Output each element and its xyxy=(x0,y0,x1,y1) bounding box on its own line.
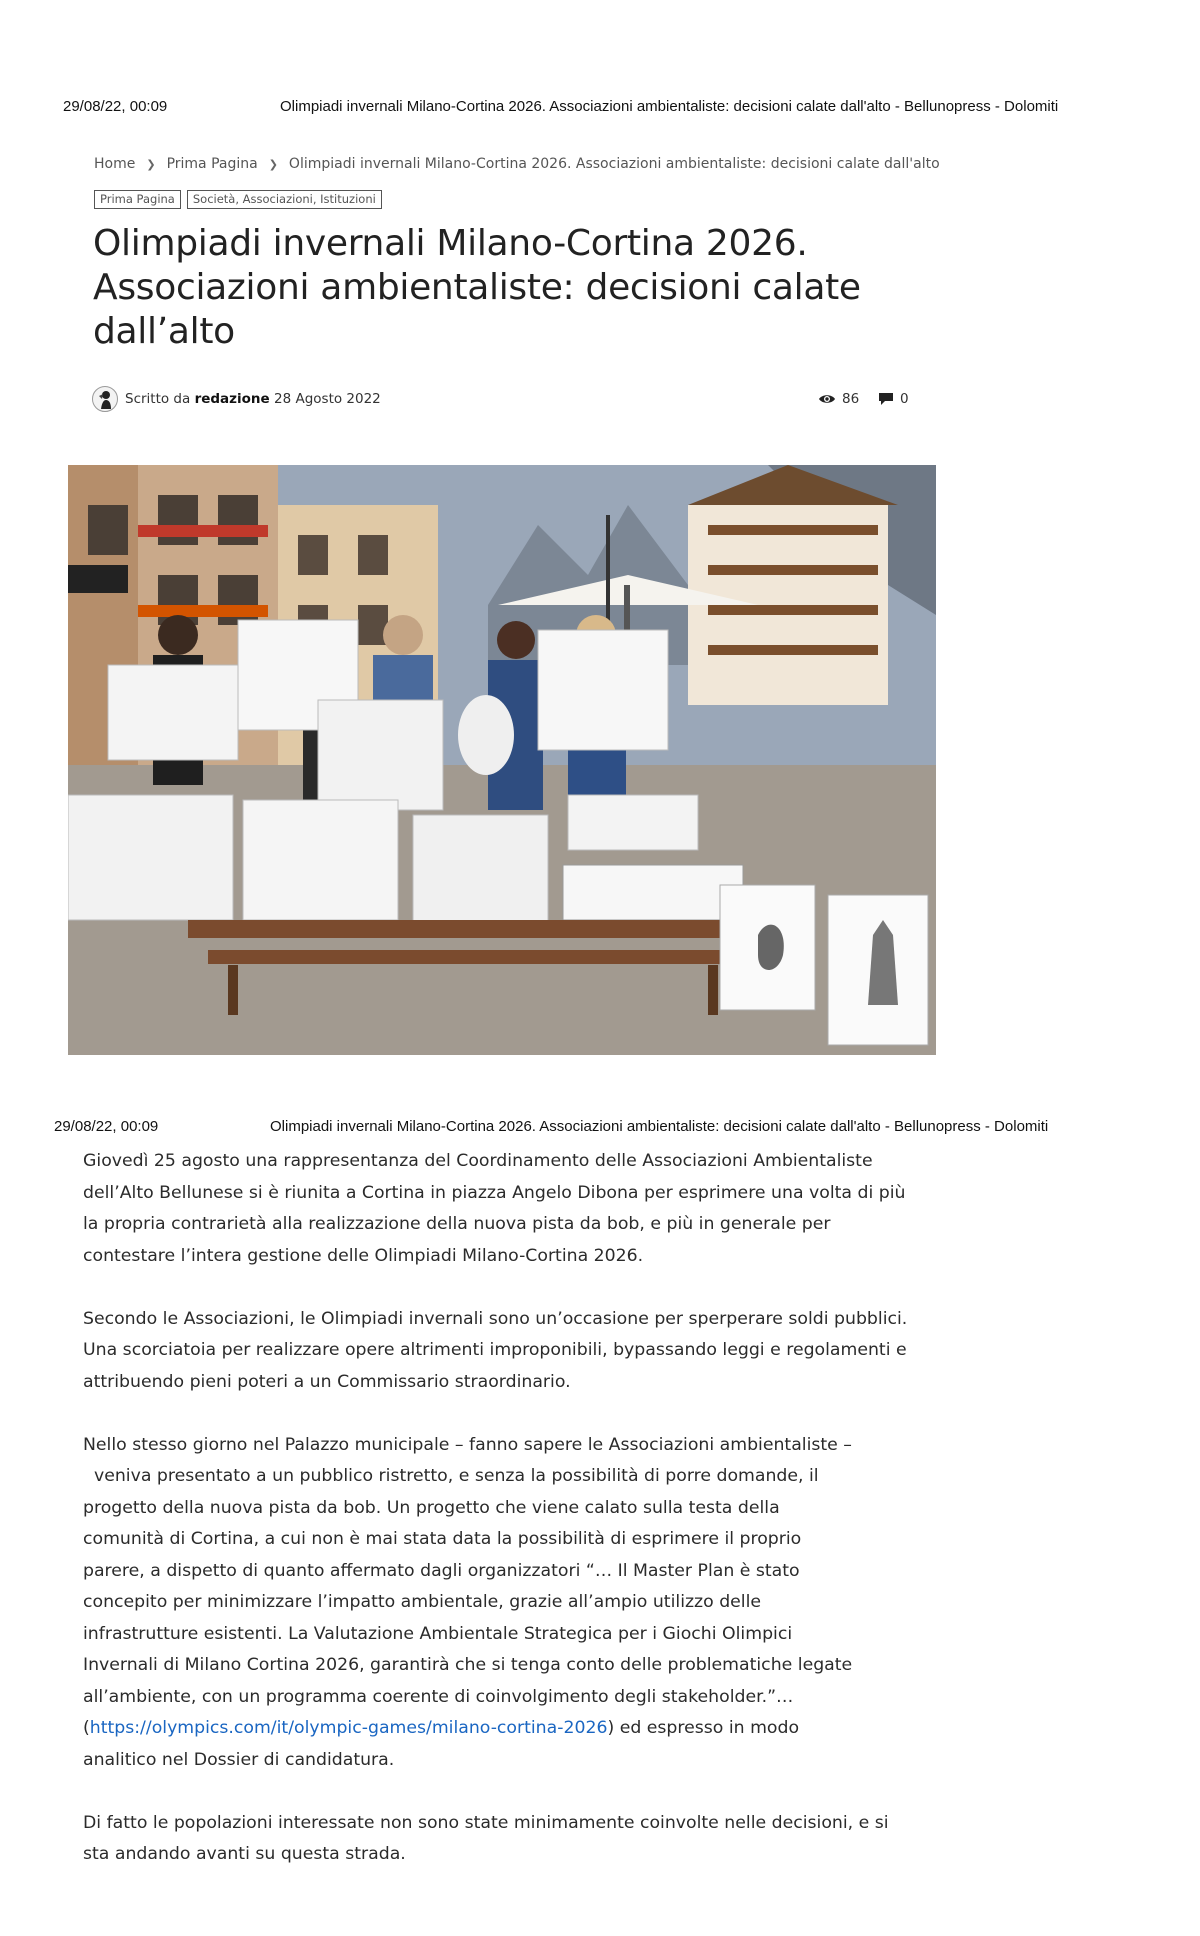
paragraph-line: comunità di Cortina, a cui non è mai stata data la possibilità di esprimere il proprio xyxy=(83,1529,802,1549)
article-paragraph: Secondo le Associazioni, le Olimpiadi invernali sono un’occasione per sperperare soldi pubblici. Una scorciatoia per realizzare opere altrimenti improponibili, bypassando leggi e regolamenti e attribuendo pieni poteri a un Commissario straordinario. xyxy=(83,1308,908,1392)
page-title: Olimpiadi invernali Milano-Cortina 2026. Associazioni ambientaliste: decisioni calate dall’alto xyxy=(93,223,861,352)
protest-photo xyxy=(68,465,936,1055)
comment-count-value: 0 xyxy=(900,391,909,407)
paragraph-line: analitico nel Dossier di candidatura. xyxy=(83,1749,395,1770)
print-header-title: Olimpiadi invernali Milano-Cortina 2026. Associazioni ambientaliste: decisioni calate dall'alto - Bellunopress - Dolomiti xyxy=(280,98,1059,115)
view-count xyxy=(818,391,859,407)
tag-societa-associazioni[interactable]: Società, Associazioni, Istituzioni xyxy=(187,190,382,209)
breadcrumb xyxy=(94,156,940,172)
paragraph-line: infrastrutture esistenti. La Valutazione Ambientale Strategica per i Giochi Olimpici xyxy=(83,1623,793,1644)
paragraph-line: progetto della nuova pista da bob. Un progetto che viene calato sulla testa della xyxy=(83,1497,780,1518)
comment-icon xyxy=(878,392,894,406)
chevron-right-icon: ❯ xyxy=(268,158,278,171)
print-header-datetime: 29/08/22, 00:09 xyxy=(63,98,168,115)
chevron-right-icon: ❯ xyxy=(146,158,156,171)
eye-icon xyxy=(818,393,836,405)
article-paragraph: Giovedì 25 agosto una rappresentanza del Coordinamento delle Associazioni Ambientaliste dell’Alto Bellunese si è riunita a Cortina in piazza Angelo Dibona per esprimere una volta di più la propria contrarietà alla realizzazione della nuova pista da bob, e più in generale per contestare l’intera gestione delle Olimpiadi Milano-Cortina 2026. xyxy=(83,1151,906,1266)
author-link[interactable]: redazione xyxy=(194,391,270,407)
view-count-value: 86 xyxy=(842,391,860,407)
comment-count[interactable] xyxy=(878,391,909,407)
paragraph-line: concepito per minimizzare l’impatto ambientale, grazie all’ampio utilizzo delle xyxy=(83,1592,762,1612)
byline-prefix: Scritto da xyxy=(125,391,191,407)
paragraph-line: Invernali di Milano Cortina 2026, garantirà che si tenga conto delle problematiche legate xyxy=(83,1655,853,1675)
print-header-title: Olimpiadi invernali Milano-Cortina 2026. Associazioni ambientaliste: decisioni calate dall'alto - Bellunopress - Dolomiti xyxy=(270,1118,1049,1135)
author-avatar-icon xyxy=(93,387,117,411)
category-tags xyxy=(94,190,388,209)
article-meta xyxy=(92,386,922,416)
paragraph-line: parere, a dispetto di quanto affermato dagli organizzatori “… Il Master Plan è stato xyxy=(83,1560,800,1581)
article-paragraph: Di fatto le popolazioni interessate non sono state minimamente coinvolte nelle decisioni, e si sta andando avanti su questa strada. xyxy=(83,1812,889,1864)
byline xyxy=(125,391,381,407)
article-paragraph xyxy=(83,1430,913,1777)
print-header-datetime: 29/08/22, 00:09 xyxy=(54,1118,159,1135)
olympics-link[interactable]: https://olympics.com/it/olympic-games/milano-cortina-2026 xyxy=(89,1718,608,1738)
paragraph-line: Nello stesso giorno nel Palazzo municipale – fanno sapere le Associazioni ambientaliste – xyxy=(83,1434,852,1455)
avatar[interactable] xyxy=(92,386,118,412)
breadcrumb-current: Olimpiadi invernali Milano-Cortina 2026. Associazioni ambientaliste: decisioni calate dall'alto xyxy=(288,156,940,172)
paragraph-line: all’ambiente, con un programma coerente di coinvolgimento degli stakeholder.”… xyxy=(83,1686,794,1707)
tag-prima-pagina[interactable]: Prima Pagina xyxy=(94,190,181,209)
breadcrumb-section-link[interactable]: Prima Pagina xyxy=(166,156,258,172)
article-photo xyxy=(68,465,936,1055)
paragraph-line: ( xyxy=(83,1718,90,1738)
paragraph-line: ) ed espresso in modo xyxy=(607,1718,800,1738)
paragraph-line: veniva presentato a un pubblico ristretto, e senza la possibilità di porre domande, il xyxy=(83,1466,819,1486)
breadcrumb-home-link[interactable]: Home xyxy=(94,156,136,172)
article-date: 28 Agosto 2022 xyxy=(274,391,381,407)
article-body xyxy=(83,1146,913,1902)
